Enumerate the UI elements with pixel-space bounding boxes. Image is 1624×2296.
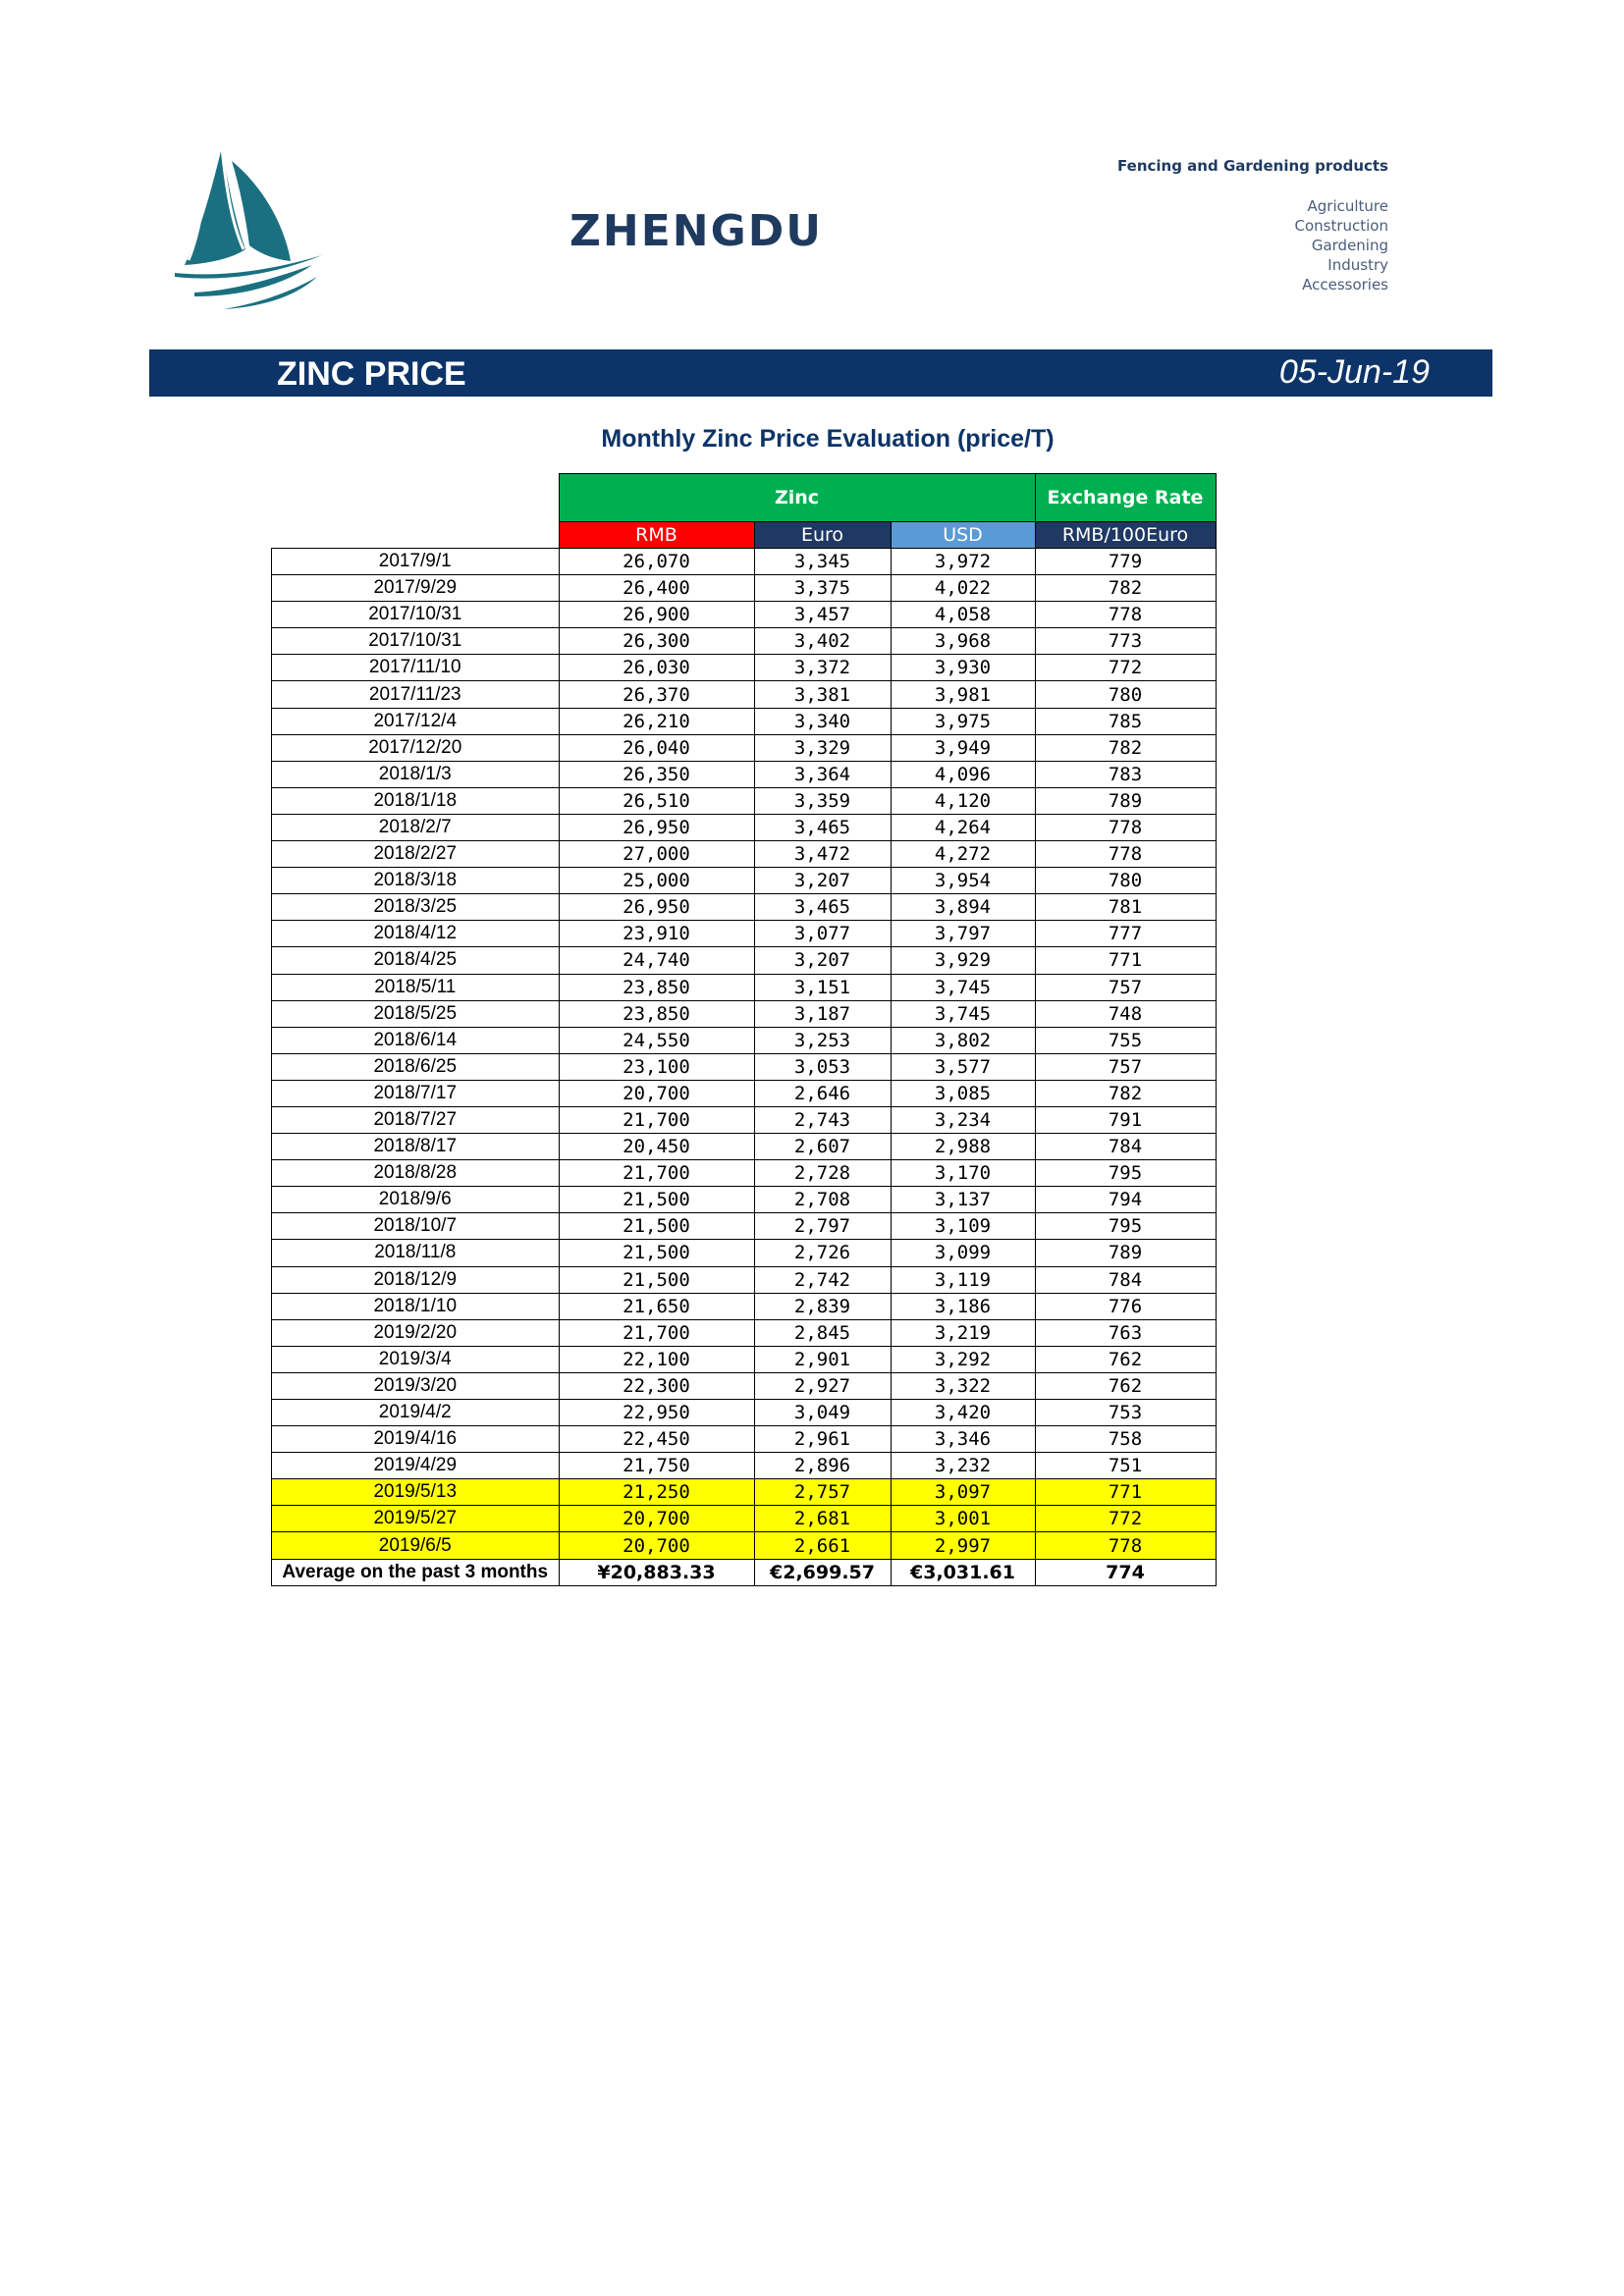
usd-cell: 3,745 xyxy=(891,1000,1035,1027)
euro-cell: 3,340 xyxy=(754,708,891,734)
category-item: Construction xyxy=(1294,217,1388,235)
date-cell: 2017/12/20 xyxy=(272,734,560,761)
table-row xyxy=(272,761,1217,787)
euro-cell: 3,465 xyxy=(754,814,891,840)
euro-cell: 3,465 xyxy=(754,894,891,921)
date-cell: 2019/5/13 xyxy=(272,1479,560,1506)
usd-cell: 3,137 xyxy=(891,1187,1035,1213)
table-row xyxy=(272,1053,1217,1080)
usd-cell: 3,119 xyxy=(891,1266,1035,1293)
usd-header: USD xyxy=(891,522,1035,549)
rate-cell: 772 xyxy=(1035,1506,1216,1532)
date-cell: 2018/9/6 xyxy=(272,1187,560,1213)
average-row xyxy=(272,1559,1217,1585)
euro-cell: 3,151 xyxy=(754,974,891,1000)
empty-header-cell xyxy=(272,474,560,549)
rmb-cell: 21,500 xyxy=(559,1266,754,1293)
usd-cell: 3,234 xyxy=(891,1106,1035,1133)
rmb-cell: 20,700 xyxy=(559,1080,754,1106)
rmb-cell: 26,510 xyxy=(559,787,754,814)
usd-cell: 3,745 xyxy=(891,974,1035,1000)
table-row xyxy=(272,947,1217,974)
usd-cell: 3,001 xyxy=(891,1506,1035,1532)
usd-cell: 3,981 xyxy=(891,681,1035,708)
rmb-cell: 21,500 xyxy=(559,1213,754,1240)
rate-cell: 757 xyxy=(1035,974,1216,1000)
average-rmb: ¥20,883.33 xyxy=(559,1559,754,1585)
table-row xyxy=(272,894,1217,921)
table-row xyxy=(272,1453,1217,1479)
usd-cell: 3,292 xyxy=(891,1346,1035,1372)
table-row xyxy=(272,602,1217,628)
rmb-cell: 23,910 xyxy=(559,921,754,947)
table-subtitle xyxy=(0,425,1624,454)
euro-cell: 3,049 xyxy=(754,1400,891,1426)
rmb-per-100euro-header: RMB/100Euro xyxy=(1035,522,1216,549)
average-rate: 774 xyxy=(1035,1559,1216,1585)
euro-cell: 3,359 xyxy=(754,787,891,814)
rmb-cell: 26,370 xyxy=(559,681,754,708)
rmb-cell: 21,700 xyxy=(559,1319,754,1346)
euro-cell: 3,077 xyxy=(754,921,891,947)
category-item: Accessories xyxy=(1302,276,1388,294)
usd-cell: 3,099 xyxy=(891,1240,1035,1266)
rate-cell: 784 xyxy=(1035,1134,1216,1160)
table-row xyxy=(272,1506,1217,1532)
date-cell: 2018/3/18 xyxy=(272,868,560,894)
rate-cell: 780 xyxy=(1035,868,1216,894)
euro-cell: 2,728 xyxy=(754,1160,891,1187)
table-row xyxy=(272,1426,1217,1453)
average-euro: €2,699.57 xyxy=(754,1559,891,1585)
usd-cell: 3,170 xyxy=(891,1160,1035,1187)
sailboat-logo-icon xyxy=(175,147,324,309)
usd-cell: 4,058 xyxy=(891,602,1035,628)
rate-cell: 757 xyxy=(1035,1053,1216,1080)
rmb-cell: 27,000 xyxy=(559,841,754,868)
rate-cell: 755 xyxy=(1035,1027,1216,1053)
average-label: Average on the past 3 months xyxy=(272,1559,560,1585)
euro-cell: 2,961 xyxy=(754,1426,891,1453)
rate-cell: 791 xyxy=(1035,1106,1216,1133)
usd-cell: 3,097 xyxy=(891,1479,1035,1506)
date-cell: 2019/3/4 xyxy=(272,1346,560,1372)
euro-cell: 2,927 xyxy=(754,1372,891,1399)
table-row xyxy=(272,1213,1217,1240)
table-row xyxy=(272,814,1217,840)
usd-cell: 3,322 xyxy=(891,1372,1035,1399)
date-cell: 2017/12/4 xyxy=(272,708,560,734)
title-banner xyxy=(149,349,1492,397)
date-cell: 2018/2/7 xyxy=(272,814,560,840)
rmb-cell: 21,750 xyxy=(559,1453,754,1479)
table-row xyxy=(272,734,1217,761)
brand-name: ZHENGDU xyxy=(569,206,823,256)
rate-cell: 783 xyxy=(1035,761,1216,787)
date-cell: 2018/7/27 xyxy=(272,1106,560,1133)
table-row xyxy=(272,1240,1217,1266)
rmb-cell: 26,300 xyxy=(559,628,754,655)
date-cell: 2018/8/28 xyxy=(272,1160,560,1187)
date-cell: 2018/1/10 xyxy=(272,1293,560,1319)
table-row xyxy=(272,1160,1217,1187)
euro-cell: 2,646 xyxy=(754,1080,891,1106)
rate-cell: 763 xyxy=(1035,1319,1216,1346)
table-row xyxy=(272,1106,1217,1133)
date-cell: 2019/4/29 xyxy=(272,1453,560,1479)
usd-cell: 3,949 xyxy=(891,734,1035,761)
usd-cell: 3,219 xyxy=(891,1319,1035,1346)
rmb-cell: 23,850 xyxy=(559,1000,754,1027)
rmb-cell: 21,500 xyxy=(559,1240,754,1266)
usd-cell: 3,797 xyxy=(891,921,1035,947)
euro-cell: 3,329 xyxy=(754,734,891,761)
euro-cell: 3,364 xyxy=(754,761,891,787)
rmb-cell: 20,450 xyxy=(559,1134,754,1160)
euro-cell: 3,372 xyxy=(754,655,891,681)
rate-cell: 751 xyxy=(1035,1453,1216,1479)
rate-cell: 773 xyxy=(1035,628,1216,655)
rate-cell: 795 xyxy=(1035,1213,1216,1240)
usd-cell: 3,802 xyxy=(891,1027,1035,1053)
euro-cell: 3,381 xyxy=(754,681,891,708)
euro-cell: 2,743 xyxy=(754,1106,891,1133)
rate-cell: 776 xyxy=(1035,1293,1216,1319)
rate-cell: 771 xyxy=(1035,1479,1216,1506)
banner-title: ZINC PRICE xyxy=(277,355,466,393)
date-cell: 2018/3/25 xyxy=(272,894,560,921)
euro-cell: 2,896 xyxy=(754,1453,891,1479)
usd-cell: 3,109 xyxy=(891,1213,1035,1240)
category-item: Gardening xyxy=(1311,237,1388,254)
usd-cell: 3,975 xyxy=(891,708,1035,734)
euro-cell: 3,253 xyxy=(754,1027,891,1053)
rmb-cell: 22,100 xyxy=(559,1346,754,1372)
rate-cell: 758 xyxy=(1035,1426,1216,1453)
rate-cell: 789 xyxy=(1035,1240,1216,1266)
table-row xyxy=(272,787,1217,814)
usd-cell: 3,894 xyxy=(891,894,1035,921)
usd-cell: 2,988 xyxy=(891,1134,1035,1160)
usd-cell: 4,272 xyxy=(891,841,1035,868)
rmb-cell: 24,740 xyxy=(559,947,754,974)
rate-cell: 778 xyxy=(1035,841,1216,868)
date-cell: 2019/4/2 xyxy=(272,1400,560,1426)
table-row xyxy=(272,1319,1217,1346)
rmb-cell: 20,700 xyxy=(559,1532,754,1559)
usd-cell: 4,120 xyxy=(891,787,1035,814)
rate-cell: 782 xyxy=(1035,575,1216,602)
rmb-cell: 26,070 xyxy=(559,549,754,575)
category-item: Industry xyxy=(1327,256,1388,274)
rmb-header: RMB xyxy=(559,522,754,549)
rmb-cell: 25,000 xyxy=(559,868,754,894)
euro-cell: 2,901 xyxy=(754,1346,891,1372)
rate-cell: 795 xyxy=(1035,1160,1216,1187)
date-cell: 2017/11/23 xyxy=(272,681,560,708)
rmb-cell: 24,550 xyxy=(559,1027,754,1053)
rmb-cell: 23,100 xyxy=(559,1053,754,1080)
usd-cell: 3,968 xyxy=(891,628,1035,655)
category-item: Agriculture xyxy=(1307,197,1388,215)
euro-cell: 2,845 xyxy=(754,1319,891,1346)
date-cell: 2019/6/5 xyxy=(272,1532,560,1559)
table-row xyxy=(272,628,1217,655)
usd-cell: 3,972 xyxy=(891,549,1035,575)
rmb-cell: 23,850 xyxy=(559,974,754,1000)
rate-cell: 784 xyxy=(1035,1266,1216,1293)
rmb-cell: 21,650 xyxy=(559,1293,754,1319)
date-cell: 2019/5/27 xyxy=(272,1506,560,1532)
table-row xyxy=(272,681,1217,708)
rate-cell: 777 xyxy=(1035,921,1216,947)
date-cell: 2018/10/7 xyxy=(272,1213,560,1240)
usd-cell: 3,420 xyxy=(891,1400,1035,1426)
date-cell: 2018/4/12 xyxy=(272,921,560,947)
date-cell: 2017/9/1 xyxy=(272,549,560,575)
euro-header: Euro xyxy=(754,522,891,549)
rate-cell: 782 xyxy=(1035,1080,1216,1106)
euro-cell: 3,472 xyxy=(754,841,891,868)
euro-cell: 3,457 xyxy=(754,602,891,628)
date-cell: 2017/9/29 xyxy=(272,575,560,602)
date-cell: 2019/2/20 xyxy=(272,1319,560,1346)
euro-cell: 2,681 xyxy=(754,1506,891,1532)
rmb-cell: 20,700 xyxy=(559,1506,754,1532)
rmb-cell: 21,700 xyxy=(559,1106,754,1133)
date-cell: 2017/10/31 xyxy=(272,628,560,655)
rate-cell: 762 xyxy=(1035,1372,1216,1399)
rate-cell: 785 xyxy=(1035,708,1216,734)
euro-cell: 2,726 xyxy=(754,1240,891,1266)
date-cell: 2018/2/27 xyxy=(272,841,560,868)
usd-cell: 4,022 xyxy=(891,575,1035,602)
table-row xyxy=(272,655,1217,681)
table-row xyxy=(272,1346,1217,1372)
table-row xyxy=(272,1187,1217,1213)
date-cell: 2018/7/17 xyxy=(272,1080,560,1106)
table-row xyxy=(272,921,1217,947)
date-cell: 2018/12/9 xyxy=(272,1266,560,1293)
table-row xyxy=(272,841,1217,868)
date-cell: 2017/11/10 xyxy=(272,655,560,681)
table-row xyxy=(272,708,1217,734)
euro-cell: 3,207 xyxy=(754,868,891,894)
euro-cell: 2,797 xyxy=(754,1213,891,1240)
table-row xyxy=(272,1134,1217,1160)
rmb-cell: 26,210 xyxy=(559,708,754,734)
table-row xyxy=(272,1293,1217,1319)
date-cell: 2018/8/17 xyxy=(272,1134,560,1160)
rate-cell: 780 xyxy=(1035,681,1216,708)
usd-cell: 2,997 xyxy=(891,1532,1035,1559)
exchange-rate-header: Exchange Rate xyxy=(1035,474,1216,522)
euro-cell: 3,402 xyxy=(754,628,891,655)
date-cell: 2018/5/25 xyxy=(272,1000,560,1027)
banner-date: 05-Jun-19 xyxy=(1278,353,1430,391)
rmb-cell: 26,040 xyxy=(559,734,754,761)
rmb-cell: 21,700 xyxy=(559,1160,754,1187)
date-cell: 2018/1/18 xyxy=(272,787,560,814)
table-row xyxy=(272,1532,1217,1559)
rate-cell: 762 xyxy=(1035,1346,1216,1372)
average-usd: €3,031.61 xyxy=(891,1559,1035,1585)
rmb-cell: 26,400 xyxy=(559,575,754,602)
date-cell: 2019/4/16 xyxy=(272,1426,560,1453)
rate-cell: 782 xyxy=(1035,734,1216,761)
zinc-price-table xyxy=(271,473,1217,1586)
table-row xyxy=(272,974,1217,1000)
rmb-cell: 26,900 xyxy=(559,602,754,628)
usd-cell: 3,085 xyxy=(891,1080,1035,1106)
tagline: Fencing and Gardening products xyxy=(1117,157,1388,175)
table-row xyxy=(272,1000,1217,1027)
table-row xyxy=(272,1479,1217,1506)
table-row xyxy=(272,549,1217,575)
rate-cell: 794 xyxy=(1035,1187,1216,1213)
usd-cell: 3,577 xyxy=(891,1053,1035,1080)
rate-cell: 748 xyxy=(1035,1000,1216,1027)
rate-cell: 778 xyxy=(1035,1532,1216,1559)
rmb-cell: 22,950 xyxy=(559,1400,754,1426)
date-cell: 2018/1/3 xyxy=(272,761,560,787)
company-info xyxy=(1117,157,1388,294)
rmb-cell: 26,030 xyxy=(559,655,754,681)
euro-cell: 2,757 xyxy=(754,1479,891,1506)
euro-cell: 3,345 xyxy=(754,549,891,575)
usd-cell: 4,264 xyxy=(891,814,1035,840)
usd-cell: 3,929 xyxy=(891,947,1035,974)
euro-cell: 2,839 xyxy=(754,1293,891,1319)
rmb-cell: 26,950 xyxy=(559,814,754,840)
rate-cell: 771 xyxy=(1035,947,1216,974)
rmb-cell: 22,300 xyxy=(559,1372,754,1399)
table-subtitle-text: Monthly Zinc Price Evaluation (price/T) xyxy=(601,425,1055,453)
date-cell: 2019/3/20 xyxy=(272,1372,560,1399)
euro-cell: 3,053 xyxy=(754,1053,891,1080)
rate-cell: 778 xyxy=(1035,814,1216,840)
rate-cell: 789 xyxy=(1035,787,1216,814)
usd-cell: 3,232 xyxy=(891,1453,1035,1479)
rmb-cell: 21,250 xyxy=(559,1479,754,1506)
date-cell: 2018/6/14 xyxy=(272,1027,560,1053)
date-cell: 2017/10/31 xyxy=(272,602,560,628)
usd-cell: 3,346 xyxy=(891,1426,1035,1453)
euro-cell: 3,187 xyxy=(754,1000,891,1027)
euro-cell: 3,375 xyxy=(754,575,891,602)
table-row xyxy=(272,1027,1217,1053)
usd-cell: 3,186 xyxy=(891,1293,1035,1319)
table-row xyxy=(272,1266,1217,1293)
rmb-cell: 22,450 xyxy=(559,1426,754,1453)
table-row xyxy=(272,1080,1217,1106)
table-row xyxy=(272,575,1217,602)
rate-cell: 753 xyxy=(1035,1400,1216,1426)
euro-cell: 2,661 xyxy=(754,1532,891,1559)
rate-cell: 781 xyxy=(1035,894,1216,921)
usd-cell: 3,930 xyxy=(891,655,1035,681)
usd-cell: 3,954 xyxy=(891,868,1035,894)
table-row xyxy=(272,1400,1217,1426)
euro-cell: 2,742 xyxy=(754,1266,891,1293)
rmb-cell: 26,350 xyxy=(559,761,754,787)
date-cell: 2018/6/25 xyxy=(272,1053,560,1080)
rate-cell: 778 xyxy=(1035,602,1216,628)
date-cell: 2018/5/11 xyxy=(272,974,560,1000)
rmb-cell: 26,950 xyxy=(559,894,754,921)
zinc-group-header: Zinc xyxy=(559,474,1035,522)
euro-cell: 2,708 xyxy=(754,1187,891,1213)
date-cell: 2018/4/25 xyxy=(272,947,560,974)
usd-cell: 4,096 xyxy=(891,761,1035,787)
table-row xyxy=(272,1372,1217,1399)
table-row xyxy=(272,868,1217,894)
euro-cell: 2,607 xyxy=(754,1134,891,1160)
rmb-cell: 21,500 xyxy=(559,1187,754,1213)
rate-cell: 772 xyxy=(1035,655,1216,681)
date-cell: 2018/11/8 xyxy=(272,1240,560,1266)
rate-cell: 779 xyxy=(1035,549,1216,575)
euro-cell: 3,207 xyxy=(754,947,891,974)
